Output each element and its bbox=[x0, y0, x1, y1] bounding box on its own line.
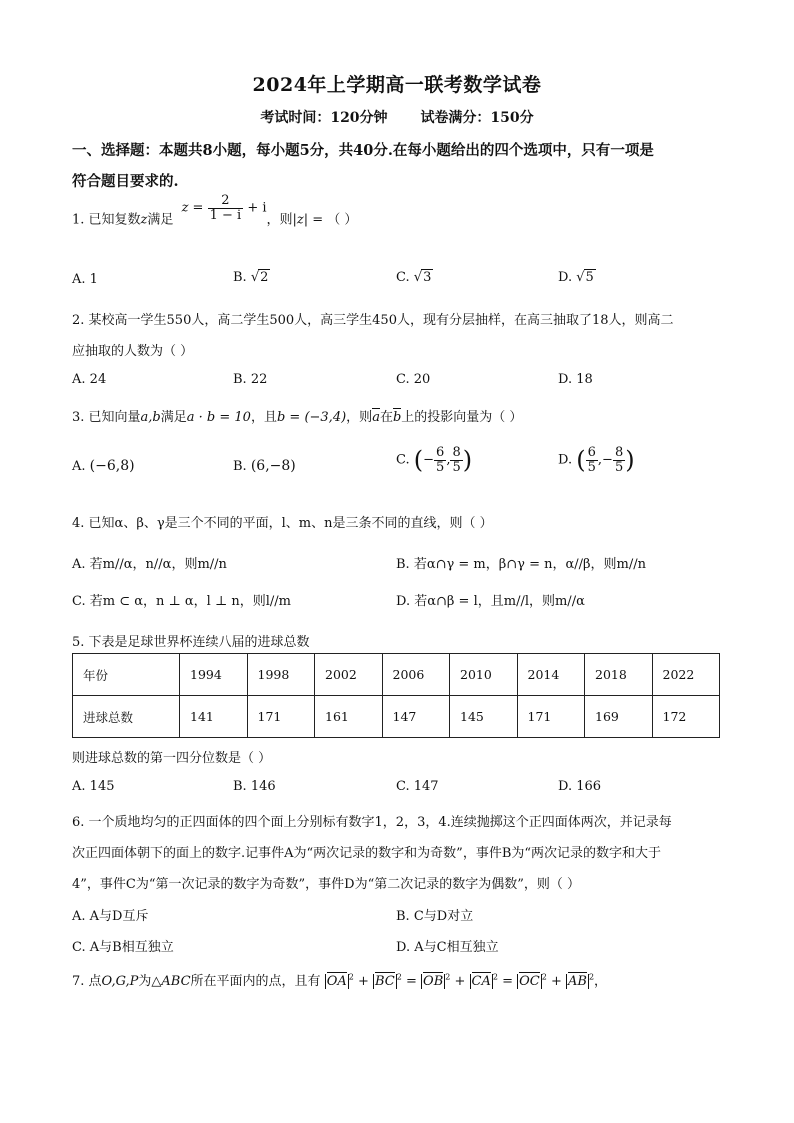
question-5-ask: 则进球总数的第一四分位数是（ ） bbox=[72, 751, 272, 766]
q1-equation: z = $\frac{2}{1 - i}$ + i bbox=[181, 193, 267, 223]
table-header-cell: 年份 bbox=[73, 654, 180, 696]
exam-score: 试卷满分：150分 bbox=[420, 110, 534, 126]
table-cell: 2006 bbox=[382, 654, 450, 696]
q6-option-b[interactable]: B. C与D对立 bbox=[396, 909, 474, 924]
q3-option-c[interactable]: C. (− $\frac{6}{5}$ , $\frac{8}{5}$ ) bbox=[396, 445, 473, 475]
table-cell: 2022 bbox=[652, 654, 720, 696]
q3-option-d[interactable]: D. ( $\frac{6}{5}$ ,− $\frac{8}{5}$ ) bbox=[558, 445, 635, 475]
table-row-years bbox=[73, 654, 720, 696]
table-cell: 141 bbox=[180, 696, 248, 738]
world-cup-goals-table bbox=[72, 653, 720, 738]
q5-option-a[interactable]: A. 145 bbox=[72, 779, 115, 794]
exam-time: 考试时间：120分钟 bbox=[260, 110, 388, 126]
q3-option-a[interactable]: A. (−6,8) bbox=[72, 458, 135, 474]
question-7: 7. 点O,G,P为△ABC所在平面内的点，且有 OA $^2$ + BC $^2$ = OB $^2$ + CA $^2$ = OC $^2$ + AB $^2$， bbox=[72, 972, 608, 989]
q4-option-d[interactable]: D. 若α∩β = l，且m//l，则m//α bbox=[396, 594, 585, 609]
table-cell: 145 bbox=[450, 696, 518, 738]
question-4: 4. 已知α、β、γ是三个不同的平面，l、m、n是三条不同的直线，则（ ） bbox=[72, 516, 493, 531]
q4-option-c[interactable]: C. 若m ⊂ α，n ⊥ α，l ⊥ n，则l//m bbox=[72, 594, 291, 609]
table-cell: 172 bbox=[652, 696, 720, 738]
sqrt-symbol: √3 bbox=[413, 270, 432, 285]
question-2-line2: 应抽取的人数为（ ） bbox=[72, 344, 194, 359]
table-cell: 1998 bbox=[247, 654, 315, 696]
question-3: 3. 已知向量a,b满足a · b = 10，且b = (−3,4)，则a在b上的投影向量为（ ） bbox=[72, 410, 523, 425]
q1-option-a[interactable]: A. 1 bbox=[72, 272, 98, 287]
q5-option-d[interactable]: D. 166 bbox=[558, 779, 602, 794]
q2-option-c[interactable]: C. 20 bbox=[396, 372, 431, 387]
q6-option-c[interactable]: C. A与B相互独立 bbox=[72, 940, 174, 955]
q5-option-c[interactable]: C. 147 bbox=[396, 779, 439, 794]
q5-option-b[interactable]: B. 146 bbox=[233, 779, 276, 794]
table-cell: 169 bbox=[585, 696, 653, 738]
table-cell: 171 bbox=[247, 696, 315, 738]
q2-option-d[interactable]: D. 18 bbox=[558, 372, 593, 387]
q1-fraction: $\frac{2}{1 - i}$ bbox=[209, 193, 242, 223]
table-cell: 1994 bbox=[180, 654, 248, 696]
table-cell: 2018 bbox=[585, 654, 653, 696]
section-heading-line1: 一、选择题：本题共8小题，每小题5分，共40分.在每小题给出的四个选项中，只有一项是 bbox=[72, 142, 654, 159]
table-header-cell: 进球总数 bbox=[73, 696, 180, 738]
q1-option-b[interactable]: B. √2 bbox=[233, 270, 269, 285]
question-6-line2: 次正四面体朝下的面上的数字.记事件A为“两次记录的数字和为奇数”，事件B为“两次记录的数字和大于 bbox=[72, 846, 662, 861]
section-heading-line2: 符合题目要求的. bbox=[72, 173, 179, 190]
q6-option-d[interactable]: D. A与C相互独立 bbox=[396, 940, 499, 955]
table-cell: 161 bbox=[315, 696, 383, 738]
question-6-line1: 6. 一个质地均匀的正四面体的四个面上分别标有数字1，2，3，4.连续抛掷这个正四面体两次，并记录每 bbox=[72, 815, 672, 830]
question-5: 5. 下表是足球世界杯连续八届的进球总数 bbox=[72, 635, 310, 650]
exam-info bbox=[0, 107, 794, 127]
exam-title: 2024年上学期高一联考数学试卷 bbox=[252, 74, 542, 96]
question-2-line1: 2. 某校高一学生550人，高二学生500人，高三学生450人，现有分层抽样，在高三抽取了18人，则高二 bbox=[72, 313, 674, 328]
q6-option-a[interactable]: A. A与D互斥 bbox=[72, 909, 149, 924]
q2-option-a[interactable]: A. 24 bbox=[72, 372, 107, 387]
table-cell: 2002 bbox=[315, 654, 383, 696]
sqrt-symbol: √2 bbox=[250, 270, 269, 285]
table-cell: 171 bbox=[517, 696, 585, 738]
q2-option-b[interactable]: B. 22 bbox=[233, 372, 268, 387]
table-cell: 2014 bbox=[517, 654, 585, 696]
table-cell: 2010 bbox=[450, 654, 518, 696]
q4-option-b[interactable]: B. 若α∩γ = m，β∩γ = n，α//β，则m//n bbox=[396, 557, 646, 572]
q1-option-d[interactable]: D. √5 bbox=[558, 270, 594, 285]
q1-answer-blank: （ ） bbox=[327, 212, 358, 228]
question-6-line3: 4”，事件C为“第一次记录的数字为奇数”，事件D为“第二次记录的数字为偶数”，则（ ） bbox=[72, 877, 581, 892]
table-row-goals bbox=[73, 696, 720, 738]
q3-option-b[interactable]: B. (6,−8) bbox=[233, 458, 296, 474]
table-cell: 147 bbox=[382, 696, 450, 738]
question-1: 1. 已知复数z满足 z = $\frac{2}{1 - i}$ + i，则|z| = （ ） bbox=[72, 193, 358, 228]
q1-option-c[interactable]: C. √3 bbox=[396, 270, 432, 285]
sqrt-symbol: √5 bbox=[576, 270, 594, 285]
q4-option-a[interactable]: A. 若m//α，n//α，则m//n bbox=[72, 557, 227, 572]
